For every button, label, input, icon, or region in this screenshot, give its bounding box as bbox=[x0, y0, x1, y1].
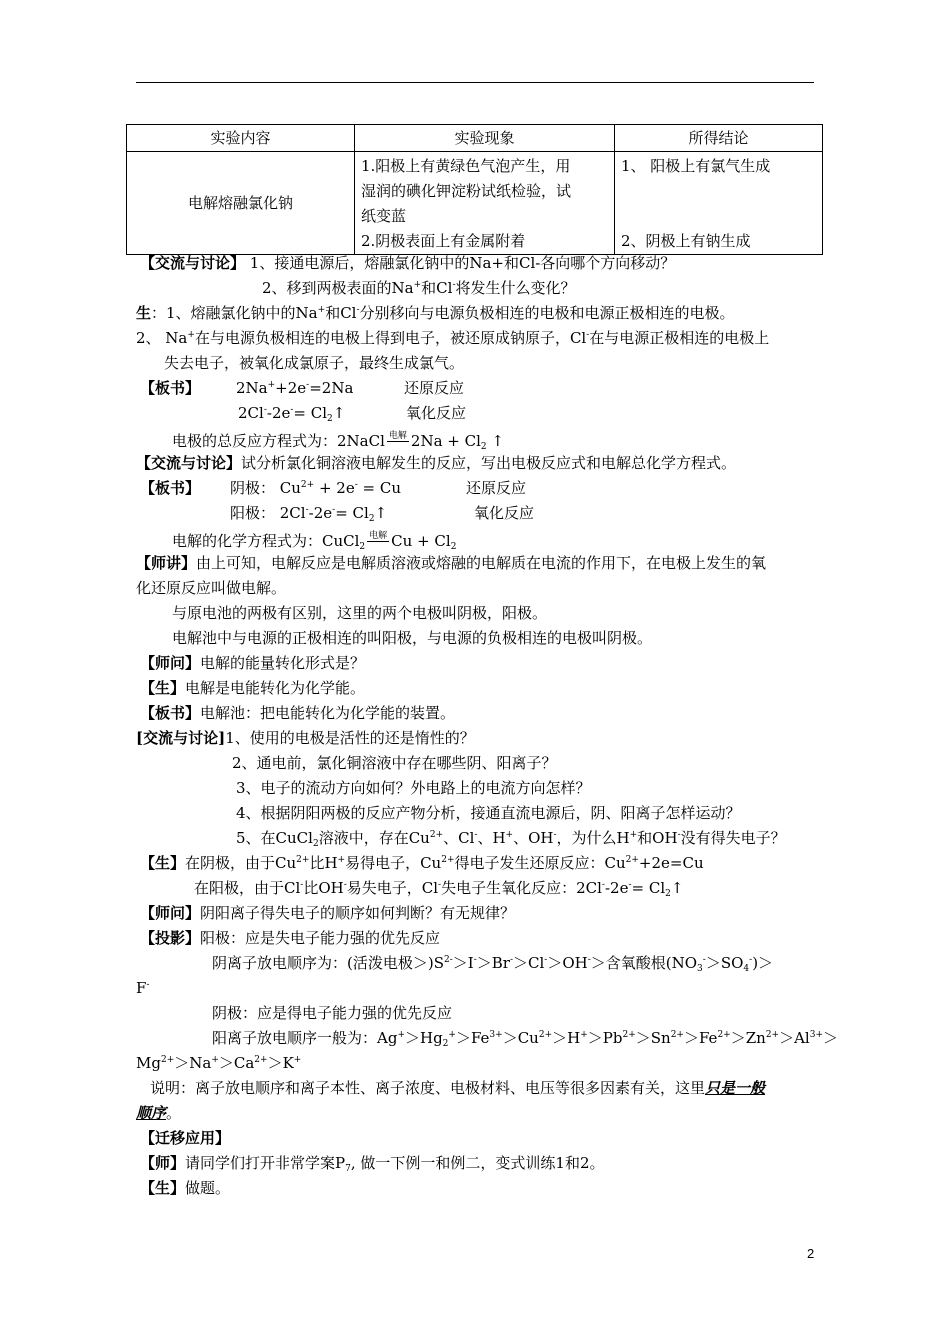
text: ，为什么H bbox=[556, 829, 630, 847]
section-tag: 【板书】 bbox=[140, 379, 201, 397]
text: ＞Sn bbox=[635, 1029, 671, 1047]
text: 比H bbox=[309, 854, 338, 872]
text: = Cl bbox=[293, 404, 328, 422]
transfer-application bbox=[140, 1131, 230, 1146]
anion-discharge-order: 阴离子放电顺序为：(活泼电极$>)S^{2-}>I^->Br^->Cl^->OH^->$含氧酸根$(NO_3^->SO_4^-)>$ bbox=[212, 954, 774, 974]
text: 2、移到两极表面的Na bbox=[262, 279, 414, 297]
text: ＞Cu bbox=[502, 1029, 539, 1047]
text: = Cl bbox=[631, 879, 666, 897]
text: ＞I bbox=[452, 954, 474, 972]
text: 易得电子，Cu bbox=[345, 854, 442, 872]
text: 电解的化学方程式为：CuCl bbox=[172, 532, 360, 550]
board-1-eq1-type: 还原反应 bbox=[404, 379, 465, 397]
text: ＞Al bbox=[779, 1029, 810, 1047]
text: 、Cl bbox=[443, 829, 475, 847]
text: ＞Br bbox=[476, 954, 510, 972]
cell-conclusion bbox=[615, 152, 823, 255]
text: 阳离子放电顺序一般为：Ag bbox=[212, 1029, 398, 1047]
section-tag: 【师】 bbox=[140, 1154, 186, 1172]
text: ＞Fe bbox=[683, 1029, 718, 1047]
section-tag: 【生】 bbox=[140, 1179, 186, 1197]
text: ＞Pb bbox=[587, 1029, 623, 1047]
text: 2、 Na bbox=[136, 329, 188, 347]
section-tag: 【生】 bbox=[140, 854, 186, 872]
paragraph-2: 电解池中与电源的正极相连的叫阳极，与电源的负极相连的电极叫阴极。 bbox=[172, 629, 653, 647]
text: 试分析氯化铜溶液电解发生的反应，写出电极反应式和电解总化学方程式。 bbox=[241, 454, 737, 472]
header-rule bbox=[136, 82, 814, 83]
total-equation-1: 电极的总反应方程式为：2NaCl 电解 $2Na + Cl_2$ ↑ bbox=[172, 431, 504, 452]
text: 阴离子放电顺序为：(活泼电极＞)S bbox=[212, 954, 444, 972]
text: ＞Cl bbox=[513, 954, 545, 972]
text: ＞Na bbox=[174, 1054, 212, 1072]
conclusion-line: 2、阴极上有钠生成 bbox=[621, 232, 751, 250]
teacher-lecture-2: 化还原反应叫做电解。 bbox=[136, 579, 287, 597]
text: +2e bbox=[275, 379, 307, 397]
text: +2e=Cu bbox=[638, 854, 704, 872]
section-tag: 生 bbox=[136, 304, 152, 322]
student-answer-6 bbox=[140, 1181, 230, 1196]
student-answer-1: 生：1、熔融氯化钠中的Na+和Cl-分别移向与电源负极相连的电极和电源正极相连的电极。 bbox=[136, 304, 735, 322]
discussion-3-q3: 3、电子的流动方向如何？外电路上的电流方向怎样？ bbox=[236, 779, 591, 797]
text: 电解池：把电能转化为化学能的装置。 bbox=[200, 704, 456, 722]
col-header-content: 实验内容 bbox=[127, 125, 355, 152]
student-answer-2b: 失去电子，被氧化成氯原子，最终生成氯气。 bbox=[164, 354, 465, 372]
text: 。 bbox=[166, 1104, 182, 1122]
phenomenon-line: 2.阴极表面上有金属附着 bbox=[361, 232, 526, 250]
text: 在与电源正极相连的电极上 bbox=[589, 329, 770, 347]
text: 分别移向与电源负极相连的电极和电源正极相连的电极。 bbox=[359, 304, 735, 322]
text: Mg bbox=[136, 1054, 161, 1072]
paragraph-1: 与原电池的两极有区别，这里的两个电极叫阴极，阳极。 bbox=[172, 604, 548, 622]
text: 1、使用的电极是活性的还是惰性的？ bbox=[225, 729, 475, 747]
text: ＞H bbox=[552, 1029, 581, 1047]
text: 没有得失电子？ bbox=[680, 829, 786, 847]
text: 阴阳离子得失电子的顺序如何判断？有无规律？ bbox=[200, 904, 516, 922]
text: = Cl bbox=[335, 504, 369, 522]
section-tag: 【迁移应用】 bbox=[140, 1129, 231, 1147]
cell-phenomenon bbox=[355, 152, 615, 255]
anion-discharge-order-cont: F- bbox=[136, 979, 150, 997]
board-2-eq2-type: 氧化反应 bbox=[474, 504, 535, 522]
subscript: 7 bbox=[345, 1164, 351, 1174]
col-header-conclusion: 所得结论 bbox=[615, 125, 823, 152]
student-answer-5: 在阳极，由于Cl-比OH-易失电子，Cl-失电子生氧化反应：$2Cl^--2e^-= Cl_2↑$ bbox=[194, 879, 684, 899]
note-line-1 bbox=[150, 1081, 765, 1096]
text: )＞ bbox=[752, 954, 774, 972]
board-1-eq2-type: 氧化反应 bbox=[406, 404, 467, 422]
text: 和Cl bbox=[421, 279, 453, 297]
section-tag: 【投影】 bbox=[140, 929, 201, 947]
discussion-1-q1 bbox=[140, 256, 675, 271]
text: 阳极：应是失电子能力强的优先反应 bbox=[200, 929, 441, 947]
text: ＞K bbox=[267, 1054, 294, 1072]
text: 阳极： 2Cl bbox=[230, 504, 306, 522]
text: = Cu bbox=[357, 479, 402, 497]
text: ＞SO bbox=[705, 954, 744, 972]
text: 得电子发生还原反应：Cu bbox=[454, 854, 626, 872]
student-answer-4: 【生】在阴极，由于$Cu^{2+}$比H+易得电子，$Cu^{2+}$得电子发生还原反应：$Cu^{2+}+2e=Cu$ bbox=[140, 854, 704, 872]
section-tag: 【师讲】 bbox=[136, 554, 197, 572]
text: 、OH bbox=[513, 829, 554, 847]
note-line-2 bbox=[136, 1106, 181, 1121]
page-number: 2 bbox=[807, 1246, 815, 1261]
text: 2Na + Cl bbox=[410, 432, 481, 450]
section-tag: 【师问】 bbox=[140, 904, 201, 922]
section-tag: 【板书】 bbox=[140, 704, 201, 722]
section-tag: 【师问】 bbox=[140, 654, 201, 672]
text: 电解的能量转化形式是？ bbox=[200, 654, 366, 672]
text: 电极的总反应方程式为：2NaCl bbox=[172, 432, 385, 450]
text: 请同学们打开非常学案P bbox=[185, 1154, 346, 1172]
text: ＞含氧酸根(NO bbox=[590, 954, 698, 972]
board-2-tag bbox=[140, 481, 200, 496]
cation-discharge-order-cont: $Mg^{2+}>Na^+>Ca^{2+}>K^+$ bbox=[136, 1054, 302, 1072]
text: ＞Fe bbox=[455, 1029, 490, 1047]
text: 5、在CuCl bbox=[236, 829, 313, 847]
text: ＞Hg bbox=[404, 1029, 443, 1047]
teacher-instruction bbox=[140, 1154, 605, 1174]
text: 由上可知，电解反应是电解质溶液或熔融的电解质在电流的作用下，在电极上发生的氧 bbox=[196, 554, 767, 572]
emphasis: 只是一般 bbox=[705, 1079, 766, 1097]
text: 阴极： Cu bbox=[230, 479, 301, 497]
text: ＞Ca bbox=[218, 1054, 255, 1072]
discussion-3-q1 bbox=[136, 731, 475, 746]
text: 将发生什么变化？ bbox=[455, 279, 576, 297]
text: 和Cl bbox=[325, 304, 357, 322]
student-answer-3 bbox=[140, 681, 365, 696]
board-2-eq1: 阴极： $Cu^{2+} + 2e^- = Cu$ bbox=[230, 479, 402, 497]
text: =2Na bbox=[309, 379, 354, 397]
board-1-tag bbox=[140, 381, 200, 396]
text: 溶液中，存在Cu bbox=[318, 829, 430, 847]
student-answer-2: 2、 Na+在与电源负极相连的电极上得到电子，被还原成钠原子，Cl-在与电源正极相连的电极上 bbox=[136, 329, 770, 347]
text: -2e bbox=[266, 404, 291, 422]
phenomenon-line: 纸变蓝 bbox=[361, 207, 407, 225]
text: 易失电子，Cl bbox=[346, 879, 439, 897]
board-1-eq1: 2Na++2e-=2Na bbox=[236, 379, 354, 397]
col-header-phenomenon: 实验现象 bbox=[355, 125, 615, 152]
text: ：1、熔融氯化钠中的Na bbox=[151, 304, 318, 322]
condition-label: 电解 bbox=[369, 531, 388, 541]
cation-discharge-order: 阳离子放电顺序一般为：$Ag^+>Hg_2^+>Fe^{3+}>Cu^{2+}>H^+>Pb^{2+}>Sn^{2+}>Fe^{2+}>Zn^{2+}>Al^{3+}>$ bbox=[212, 1029, 839, 1049]
section-tag: 【交流与讨论】 bbox=[136, 454, 242, 472]
condition-label: 电解 bbox=[388, 431, 407, 441]
board-3 bbox=[140, 706, 455, 721]
section-tag: [交流与讨论] bbox=[136, 729, 226, 747]
text: ＞OH bbox=[547, 954, 588, 972]
discussion-3-q2: 2、通电前，氯化铜溶液中存在哪些阴、阳离子？ bbox=[232, 754, 557, 772]
text: , 做一下例一和例二，变式训练1和2。 bbox=[350, 1154, 605, 1172]
teacher-question-1 bbox=[140, 656, 365, 671]
text: 比OH bbox=[303, 879, 344, 897]
text: ↑ bbox=[491, 432, 504, 450]
text: 和OH bbox=[637, 829, 678, 847]
emphasis: 顺序 bbox=[136, 1104, 167, 1122]
discussion-3-q5: 5、在CuCl$_2$溶液中，存在$Cu^{2+}$、Cl-、H+、OH-，为什么H+和OH-没有得失电子？ bbox=[236, 829, 786, 849]
text: 失电子生氧化反应：2Cl bbox=[441, 879, 602, 897]
section-tag: 【板书】 bbox=[140, 479, 201, 497]
text: 1、接通电源后，熔融氯化钠中的Na+和Cl-各向哪个方向移动？ bbox=[245, 254, 676, 272]
text: + 2e bbox=[314, 479, 355, 497]
text: ↑ bbox=[332, 404, 346, 422]
text: 做题。 bbox=[185, 1179, 231, 1197]
text: Cu + Cl bbox=[391, 532, 451, 550]
text: -2e bbox=[308, 504, 333, 522]
text: ＞Zn bbox=[730, 1029, 766, 1047]
teacher-question-2 bbox=[140, 906, 515, 921]
phenomenon-line: 1.阳极上有黄绿色气泡产生，用 bbox=[361, 157, 571, 175]
text: 在阴极，由于Cu bbox=[185, 854, 297, 872]
discussion-2 bbox=[136, 456, 736, 471]
conclusion-line: 1、 阳极上有氯气生成 bbox=[621, 157, 771, 175]
phenomenon-line: 湿润的碘化钾淀粉试纸检验，试 bbox=[361, 182, 572, 200]
section-tag: 【交流与讨论】 bbox=[140, 254, 246, 272]
text: 、H bbox=[477, 829, 506, 847]
discussion-1-q2: 2、移到两极表面的Na+和Cl-将发生什么变化？ bbox=[262, 279, 576, 297]
total-equation-2: 电解的化学方程式为：CuCl$_2$电解 $Cu + Cl_2$ bbox=[172, 531, 457, 552]
discussion-3-q4: 4、根据阴阳两极的反应产物分析，接通直流电源后，阴、阳离子怎样运动？ bbox=[236, 804, 741, 822]
board-1-eq2: $2Cl^--2e^-= Cl_2↑$ bbox=[238, 404, 346, 424]
text: -2e bbox=[604, 879, 629, 897]
projection bbox=[140, 931, 440, 946]
teacher-lecture-1 bbox=[136, 556, 766, 571]
section-tag: 【生】 bbox=[140, 679, 186, 697]
text: 电解是电能转化为化学能。 bbox=[185, 679, 366, 697]
text: 2Cl bbox=[238, 404, 264, 422]
text: ↑ bbox=[670, 879, 684, 897]
board-2-eq2: 阳极： $2Cl^--2e^-= Cl_2↑$ bbox=[230, 504, 388, 524]
text: ↑ bbox=[374, 504, 388, 522]
experiment-table bbox=[126, 124, 823, 255]
text: 2Na bbox=[236, 379, 268, 397]
text: 说明：离子放电顺序和离子本性、离子浓度、电极材料、电压等很多因素有关，这里 bbox=[150, 1079, 706, 1097]
text: 在阳极，由于Cl bbox=[194, 879, 301, 897]
text: ＞ bbox=[823, 1029, 839, 1047]
text: F bbox=[136, 979, 147, 997]
board-2-eq1-type: 还原反应 bbox=[466, 479, 527, 497]
cathode-rule: 阴极：应是得电子能力强的优先反应 bbox=[212, 1004, 453, 1022]
text: 在与电源负极相连的电极上得到电子，被还原成钠原子，Cl bbox=[194, 329, 587, 347]
cell-content: 电解熔融氯化钠 bbox=[127, 152, 355, 255]
